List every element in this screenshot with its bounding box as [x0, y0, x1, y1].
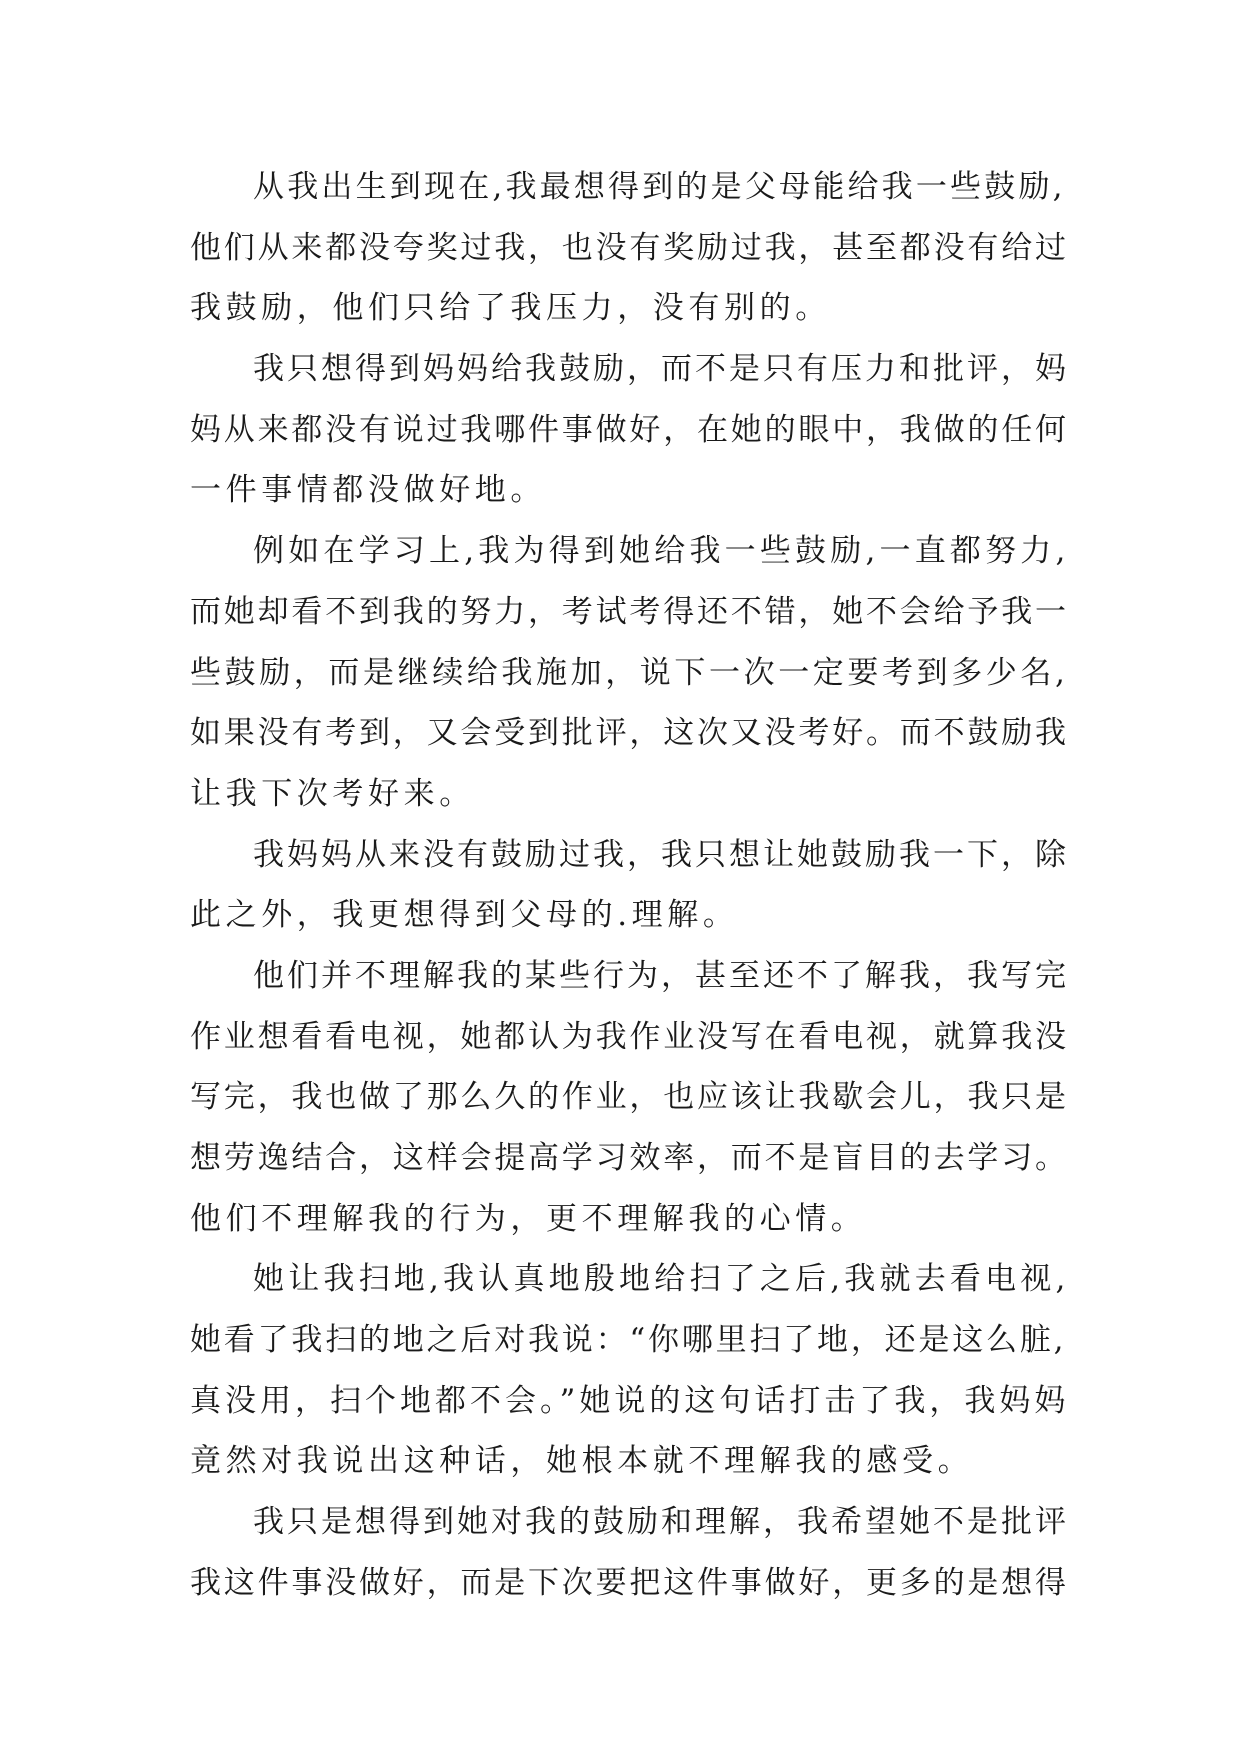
text-line: 竟然对我说出这种话，她根本就不理解我的感受。: [190, 1443, 974, 1480]
text-line: 此之外，我更想得到父母的.理解。: [190, 897, 739, 934]
text-line: 她看了我扫的地之后对我说：“你哪里扫了地，还是这么脏,: [190, 1322, 1067, 1359]
text-line: 作业想看看电视，她都认为我作业没写在看电视，就算我没: [190, 1018, 1069, 1055]
text-line: 真没用，扫个地都不会。”她说的这句话打击了我，我妈妈: [190, 1382, 1070, 1419]
text-line: 我鼓励，他们只给了我压力，没有别的。: [190, 290, 831, 327]
text-line: 他们不理解我的行为，更不理解我的心情。: [190, 1200, 867, 1237]
paragraph-first-line: 从我出生到现在,我最想得到的是父母能给我一些鼓励,: [253, 169, 1066, 205]
text-line: 想劳逸结合，这样会提高学习效率，而不是盲目的去学习。: [190, 1140, 1069, 1176]
paragraph-first-line: 她让我扫地,我认真地殷地给扫了之后,我就去看电视,: [253, 1261, 1070, 1298]
text-line: 写完，我也做了那么久的作业，也应该让我歇会儿，我只是: [190, 1079, 1069, 1116]
paragraph-first-line: 他们并不理解我的某些行为，甚至还不了解我，我写完: [253, 957, 1069, 994]
text-line: 我这件事没做好，而是下次要把这件事做好，更多的是想得: [190, 1564, 1069, 1601]
text-line: 妈从来都没有说过我哪件事做好，在她的眼中，我做的任何: [190, 411, 1069, 448]
document-body: [190, 157, 1070, 1614]
text-line: 些鼓励，而是继续给我施加，说下一次一定要考到多少名,: [190, 654, 1069, 691]
paragraph-first-line: 例如在学习上,我为得到她给我一些鼓励,一直都努力,: [253, 533, 1070, 570]
text-line: 一件事情都没做好地。: [190, 472, 546, 509]
paragraph-first-line: 我只是想得到她对我的鼓励和理解，我希望她不是批评: [253, 1504, 1069, 1541]
text-line: 他们从来都没夸奖过我，也没有奖励过我，甚至都没有给过: [190, 229, 1069, 266]
text-line: 而她却看不到我的努力，考试考得还不错，她不会给予我一: [190, 593, 1069, 630]
paragraph-first-line: 我只想得到妈妈给我鼓励，而不是只有压力和批评，妈: [253, 351, 1069, 388]
paragraph-first-line: 我妈妈从来没有鼓励过我，我只想让她鼓励我一下，除: [253, 836, 1069, 873]
text-line: 如果没有考到，又会受到批评，这次又没考好。而不鼓励我: [190, 715, 1069, 752]
text-line: 让我下次考好来。: [190, 775, 475, 812]
